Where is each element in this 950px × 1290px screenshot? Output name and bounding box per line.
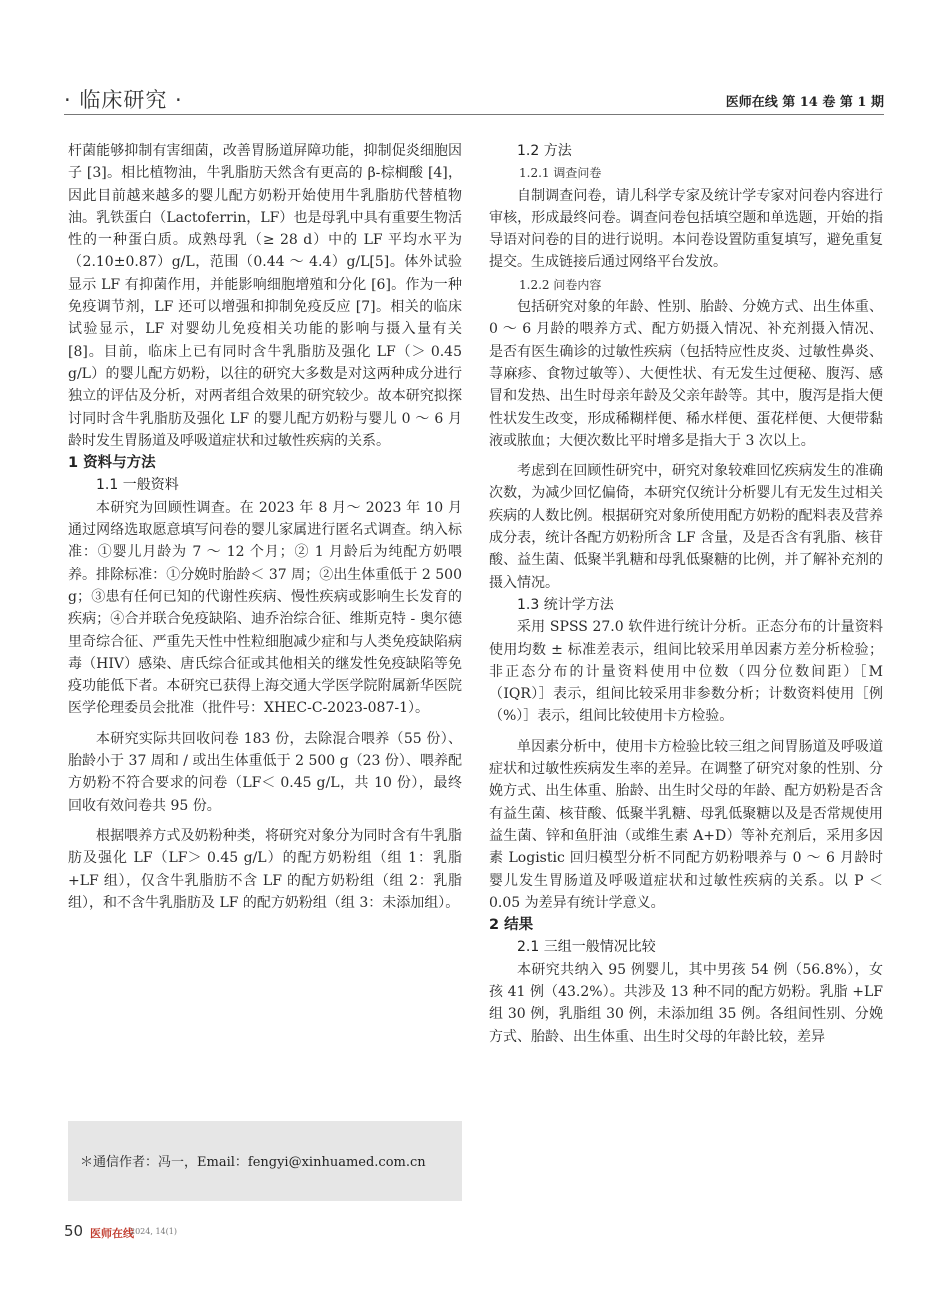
paragraph-grouping: 根据喂养方式及奶粉种类，将研究对象分为同时含有牛乳脂肪及强化 LF（LF＞ 0.45 g/L）的配方奶粉组（组 1：乳脂 +LF 组），仅含牛乳脂肪不含 LF 的配方奶粉组（组 2：乳脂组），和不含牛乳脂肪及 LF 的配方奶粉组（组 3：未添加组）。 <box>68 827 462 911</box>
heading-group-comparison: 2.1 三组一般情况比较 <box>517 939 656 956</box>
heading-methods: 1.2 方法 <box>517 143 572 159</box>
paragraph-study-design: 本研究为回顾性调查。在 2023 年 8 月～ 2023 年 10 月通过网络选取愿意填写问卷的婴儿家属进行匿名式调查。纳入标准：①婴儿月龄为 7 ～ 12 个月；② 1 月龄后为纯配方奶喂养。排除标准：①分娩时胎龄＜ 37 周；②出生体重低于 2 500 g；③患有任何已知的代谢性疾病、慢性疾病或影响生长发育的疾病；④合并联合免疫缺陷、迪乔治综合征、维斯克特 - 奥尔德里奇综合征、严重先天性中性粒细胞减少症和与人类免疫缺陷病毒（HIV）感染、唐氏综合征或其他相关的继发性免疫缺陷等免疫功能低下者。本研究已获得上海交通大学医学院附属新华医院医学伦理委员会批准（批件号：XHEC-C-2023-087-1）。 <box>68 499 462 717</box>
heading-questionnaire-content: 1.2.2 问卷内容 <box>519 277 602 292</box>
journal-issue: 医师在线 第 14 卷 第 1 期 <box>725 95 884 110</box>
heading-general-data: 1.1 一般资料 <box>96 477 179 494</box>
paragraph-recall-bias: 考虑到在回顾性研究中，研究对象较难回忆疾病发生的准确次数，为减少回忆偏倚，本研究仅统计分析婴儿有无发生过相关疾病的人数比例。根据研究对象所使用配方奶粉的配料表及营养成分表，统计各配方奶粉所含 LF 含量，及是否含有乳脂、核苷酸、益生菌、低聚半乳糖和母乳低聚糖的比例，并了解补充剂的摄入情况。 <box>489 463 883 591</box>
heading-questionnaire: 1.2.1 调查问卷 <box>519 166 602 181</box>
left-column <box>68 140 462 914</box>
correspondence-text: ＊通信作者：冯一，Email：fengyi@xinhuamed.com.cn <box>80 1155 426 1170</box>
paragraph-questionnaires: 本研究实际共回收问卷 183 份，去除混合喂养（55 份）、胎龄小于 37 周和 / 或出生体重低于 2 500 g（23 份）、喂养配方奶粉不符合要求的问卷（LF＜ 0.45 g/L，共 10 份），最终回收有效问卷共 95 份。 <box>68 730 462 814</box>
paragraph-statistics: 采用 SPSS 27.0 软件进行统计分析。正态分布的计量资料使用均数 ± 标准差表示，组间比较采用单因素方差分析检验；非正态分布的计量资料使用中位数（四分位数间距）［M（IQR）］表示，组间比较采用非参数分析；计数资料使用［例（%）］表示，组间比较使用卡方检验。 <box>489 619 883 725</box>
heading-materials-methods: 1 资料与方法 <box>68 455 156 472</box>
paragraph-univariate: 单因素分析中，使用卡方检验比较三组之间胃肠道及呼吸道症状和过敏性疾病发生率的差异。在调整了研究对象的性别、分娩方式、出生体重、胎龄、出生时父母的年龄、配方奶粉是否含有益生菌、核苷酸、低聚半乳糖、母乳低聚糖以及是否常规使用益生菌、锌和鱼肝油（或维生素 A+D）等补充剂后，采用多因素 Logistic 回归模型分析不同配方奶粉喂养与 0 ～ 6 月龄时婴儿发生胃肠道及呼吸道症状和过敏性疾病的关系。以 P ＜ 0.05 为差异有统计学意义。 <box>489 738 883 911</box>
header-divider <box>64 114 884 115</box>
paragraph-intro-continued: 杆菌能够抑制有害细菌，改善胃肠道屏障功能，抑制促炎细胞因子 [3]。相比植物油，牛乳脂肪天然含有更高的 β-棕榈酸 [4]，因此目前越来越多的婴儿配方奶粉开始使用牛乳脂肪代替植物油。乳铁蛋白（Lactoferrin，LF）也是母乳中具有重要生物活性的一种蛋白质。成熟母乳（≥ 28 d）中的 LF 平均水平为（2.10±0.87）g/L，范围（0.44 ～ 4.4）g/L[5]。体外试验显示 LF 有抑菌作用，并能影响细胞增殖和分化 [6]。作为一种免疫调节剂，LF 还可以增强和抑制免疫反应 [7]。相关的临床试验显示，LF 对婴幼儿免疫相关功能的影响与摄入量有关 [8]。目前，临床上已有同时含牛乳脂肪及强化 LF（＞ 0.45 g/L）的婴儿配方奶粉，以往的研究大多数是对这两种成分进行独立的评估及分析，对两者组合效果的研究较少。故本研究拟探讨同时含牛乳脂肪及强化 LF 的婴儿配方奶粉与婴儿 0 ～ 6 月龄时发生胃肠道及呼吸道症状和过敏性疾病的关系。 <box>68 143 462 449</box>
issue-info: 2024, 14(1) <box>130 1227 177 1236</box>
page-number: 50 <box>64 1222 84 1240</box>
heading-statistics: 1.3 统计学方法 <box>517 596 614 613</box>
section-label: · 临床研究 · <box>64 88 183 112</box>
paragraph-results-overview: 本研究共纳入 95 例婴儿，其中男孩 54 例（56.8%），女孩 41 例（43.2%）。共涉及 13 种不同的配方奶粉。乳脂 +LF 组 30 例，乳脂组 30 例，未添加组 35 例。各组间性别、分娩方式、胎龄、出生体重、出生时父母的年龄比较，差异 <box>489 961 883 1045</box>
journal-logo: 医师在线 <box>90 1227 134 1240</box>
heading-results: 2 结果 <box>489 917 534 934</box>
right-column <box>489 140 883 1048</box>
paragraph-questionnaire-content: 包括研究对象的年龄、性别、胎龄、分娩方式、出生体重、0 ～ 6 月龄的喂养方式、配方奶摄入情况、补充剂摄入情况、是否有医生确诊的过敏性疾病（包括特应性皮炎、过敏性鼻炎、荨麻疹、食物过敏等）、大便性状、有无发生过便秘、腹泻、感冒和发热、出生时母亲年龄及父亲年龄等。其中，腹泻是指大便性状发生改变，形成稀糊样便、稀水样便、蛋花样便、大便带黏液或脓血；大便次数比平时增多是指大于 3 次以上。 <box>489 299 883 449</box>
paragraph-questionnaire-design: 自制调查问卷，请儿科学专家及统计学专家对问卷内容进行审核，形成最终问卷。调查问卷包括填空题和单选题，开始的指导语对问卷的目的进行说明。本问卷设置防重复填写，避免重复提交。生成链接后通过网络平台发放。 <box>489 187 883 271</box>
correspondence-box <box>68 1121 462 1201</box>
